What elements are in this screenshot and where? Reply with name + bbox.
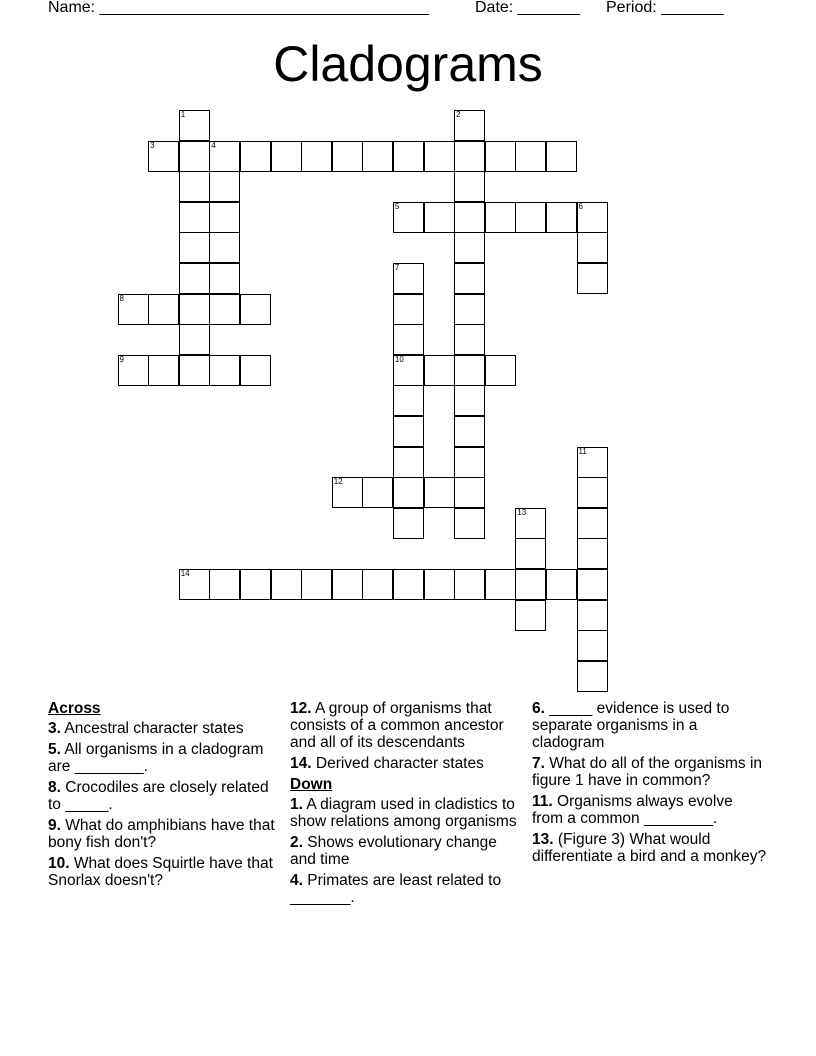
date-field[interactable]: Date: _______ (475, 0, 580, 16)
crossword-cell[interactable] (179, 263, 210, 294)
crossword-cell[interactable] (393, 294, 424, 325)
cell-number: 13 (517, 507, 527, 517)
cell-number: 1 (180, 110, 186, 119)
crossword-cell[interactable] (301, 141, 332, 172)
clues-column-2 (290, 700, 520, 910)
crossword-cell[interactable] (454, 569, 485, 600)
crossword-cell[interactable] (209, 355, 240, 386)
clue-text: Crocodiles are closely related to _____. (48, 779, 269, 813)
crossword-cell[interactable] (393, 202, 424, 233)
crossword-cell[interactable] (577, 661, 608, 692)
crossword-cell[interactable] (393, 355, 424, 386)
crossword-cell[interactable] (515, 600, 546, 631)
crossword-cell[interactable] (179, 110, 210, 141)
cell-number: 4 (211, 140, 216, 150)
clues-column-1 (48, 700, 278, 893)
crossword-cell[interactable] (577, 508, 608, 539)
clue-text: Organisms always evolve from a common ________. (532, 793, 733, 827)
clue-text: What do all of the organisms in figure 1 have in common? (532, 755, 763, 789)
crossword-cell[interactable] (424, 355, 455, 386)
clue-text: What does Squirtle have that Snorlax doesn't? (48, 855, 273, 889)
clue-number: 14. (290, 755, 312, 772)
crossword-cell[interactable] (454, 171, 485, 202)
clue-text: What do amphibians have that bony fish don't? (48, 817, 275, 851)
clue-number: 5. (48, 741, 61, 758)
crossword-cell[interactable] (393, 416, 424, 447)
crossword-cell[interactable] (393, 324, 424, 355)
crossword-cell[interactable] (209, 263, 240, 294)
crossword-cell[interactable] (515, 538, 546, 569)
clue-across-12 (290, 700, 520, 751)
crossword-cell[interactable] (393, 141, 424, 172)
crossword-cell[interactable] (332, 477, 363, 508)
clue-number: 9. (48, 817, 61, 834)
crossword-cell[interactable] (454, 508, 485, 539)
crossword-cell[interactable] (485, 355, 516, 386)
crossword-cell[interactable] (577, 447, 608, 478)
crossword-cell[interactable] (179, 324, 210, 355)
clue-text: Shows evolutionary change and time (290, 834, 497, 868)
clue-number: 4. (290, 872, 303, 889)
crossword-cell[interactable] (393, 508, 424, 539)
crossword-cell[interactable] (515, 569, 546, 600)
clue-across-8 (48, 779, 278, 813)
clue-number: 10. (48, 855, 70, 872)
clue-number: 1. (290, 796, 303, 813)
cell-number: 3 (150, 140, 155, 150)
page-title: Cladograms (273, 36, 543, 92)
clue-text: Derived character states (315, 755, 484, 772)
cell-number: 6 (578, 201, 583, 211)
crossword-cell[interactable] (577, 538, 608, 569)
clue-across-10 (48, 855, 278, 889)
crossword-cell[interactable] (393, 385, 424, 416)
crossword-cell[interactable] (577, 202, 608, 233)
clue-number: 11. (532, 793, 553, 810)
clue-across-14 (290, 755, 520, 772)
clue-text: All organisms in a cladogram are ________. (48, 741, 264, 775)
clue-down-4 (290, 872, 520, 906)
crossword-cell[interactable] (454, 232, 485, 263)
down-heading: Down (290, 776, 333, 793)
crossword-cell[interactable] (148, 294, 179, 325)
clue-text: Ancestral character states (64, 720, 244, 737)
crossword-cell[interactable] (179, 569, 210, 600)
crossword-cell[interactable] (424, 569, 455, 600)
crossword-cell[interactable] (454, 447, 485, 478)
crossword-cell[interactable] (424, 141, 455, 172)
crossword-cell[interactable] (118, 355, 149, 386)
crossword-cell[interactable] (209, 202, 240, 233)
clue-down-13 (532, 831, 768, 865)
clue-number: 6. (532, 700, 545, 717)
clue-text: A group of organisms that consists of a common ancestor and all of its descendants (290, 700, 504, 751)
clue-down-6 (532, 700, 768, 751)
clue-down-2 (290, 834, 520, 868)
cell-number: 5 (394, 201, 400, 211)
crossword-cell[interactable] (271, 141, 302, 172)
clue-text: Primates are least related to _______. (290, 872, 502, 906)
across-heading: Across (48, 700, 101, 717)
crossword-cell[interactable] (546, 569, 577, 600)
crossword-cell[interactable] (240, 294, 271, 325)
crossword-cell[interactable] (485, 569, 516, 600)
crossword-cell[interactable] (454, 110, 485, 141)
cell-number: 11 (578, 446, 587, 456)
clues-column-3 (532, 700, 768, 869)
crossword-cell[interactable] (515, 202, 546, 233)
clue-number: 12. (290, 700, 312, 717)
crossword-cell[interactable] (546, 202, 577, 233)
crossword-cell[interactable] (240, 569, 271, 600)
crossword-cell[interactable] (179, 141, 210, 172)
crossword-cell[interactable] (209, 232, 240, 263)
crossword-cell[interactable] (179, 171, 210, 202)
crossword-cell[interactable] (118, 294, 149, 325)
cell-number: 8 (119, 293, 124, 303)
crossword-cell[interactable] (546, 141, 577, 172)
cell-number: 7 (394, 263, 400, 272)
crossword-cell[interactable] (577, 263, 608, 294)
clue-number: 3. (48, 720, 61, 737)
crossword-cell[interactable] (332, 569, 363, 600)
crossword-cell[interactable] (454, 202, 485, 233)
clue-text: A diagram used in cladistics to show relations among organisms (290, 796, 517, 830)
clue-across-9 (48, 817, 278, 851)
crossword-cell[interactable] (454, 416, 485, 447)
crossword-cell[interactable] (148, 355, 179, 386)
crossword-cell[interactable] (393, 447, 424, 478)
crossword-cell[interactable] (454, 385, 485, 416)
cell-number: 12 (333, 477, 343, 487)
clue-across-5 (48, 741, 278, 775)
crossword-cell[interactable] (179, 355, 210, 386)
clue-across-3 (48, 720, 278, 737)
clue-down-11 (532, 793, 768, 827)
clue-number: 7. (532, 755, 545, 772)
clue-text: (Figure 3) What would differentiate a bird and a monkey? (532, 831, 767, 865)
crossword-cell[interactable] (485, 141, 516, 172)
crossword-cell[interactable] (301, 569, 332, 600)
crossword-cell[interactable] (515, 508, 546, 539)
crossword-cell[interactable] (577, 477, 608, 508)
crossword-cell[interactable] (240, 141, 271, 172)
crossword-cell[interactable] (179, 294, 210, 325)
crossword-cell[interactable] (148, 141, 179, 172)
crossword-cell[interactable] (454, 324, 485, 355)
crossword-cell[interactable] (209, 141, 240, 172)
crossword-cell[interactable] (332, 141, 363, 172)
crossword-cell[interactable] (454, 477, 485, 508)
crossword-cell[interactable] (577, 600, 608, 631)
crossword-cell[interactable] (209, 569, 240, 600)
clue-number: 8. (48, 779, 61, 796)
cell-number: 9 (119, 354, 124, 364)
cell-number: 14 (180, 569, 190, 578)
crossword-cell[interactable] (362, 477, 393, 508)
crossword-cell[interactable] (577, 630, 608, 661)
name-field[interactable]: Name: _____________________________________ (48, 0, 429, 16)
cell-number: 2 (456, 110, 461, 119)
crossword-cell[interactable] (362, 141, 393, 172)
crossword-cell[interactable] (393, 477, 424, 508)
clue-text: _____ evidence is used to separate organisms in a cladogram (532, 700, 730, 751)
crossword-cell[interactable] (577, 569, 608, 600)
crossword-cell[interactable] (362, 569, 393, 600)
crossword-cell[interactable] (454, 355, 485, 386)
crossword-cell[interactable] (424, 202, 455, 233)
clue-down-1 (290, 796, 520, 830)
crossword-cell[interactable] (179, 232, 210, 263)
crossword-cell[interactable] (424, 477, 455, 508)
clue-down-7 (532, 755, 768, 789)
crossword-cell[interactable] (454, 263, 485, 294)
crossword-cell[interactable] (515, 141, 546, 172)
crossword-cell[interactable] (393, 263, 424, 294)
crossword-cell[interactable] (393, 569, 424, 600)
cell-number: 10 (394, 354, 404, 364)
crossword-cell[interactable] (179, 202, 210, 233)
crossword-cell[interactable] (485, 202, 516, 233)
period-field[interactable]: Period: _______ (606, 0, 724, 16)
crossword-cell[interactable] (271, 569, 302, 600)
crossword-cell[interactable] (454, 294, 485, 325)
crossword-cell[interactable] (577, 232, 608, 263)
crossword-cell[interactable] (209, 171, 240, 202)
crossword-cell[interactable] (209, 294, 240, 325)
crossword-cell[interactable] (454, 141, 485, 172)
clue-number: 2. (290, 834, 303, 851)
clue-number: 13. (532, 831, 554, 848)
crossword-cell[interactable] (240, 355, 271, 386)
